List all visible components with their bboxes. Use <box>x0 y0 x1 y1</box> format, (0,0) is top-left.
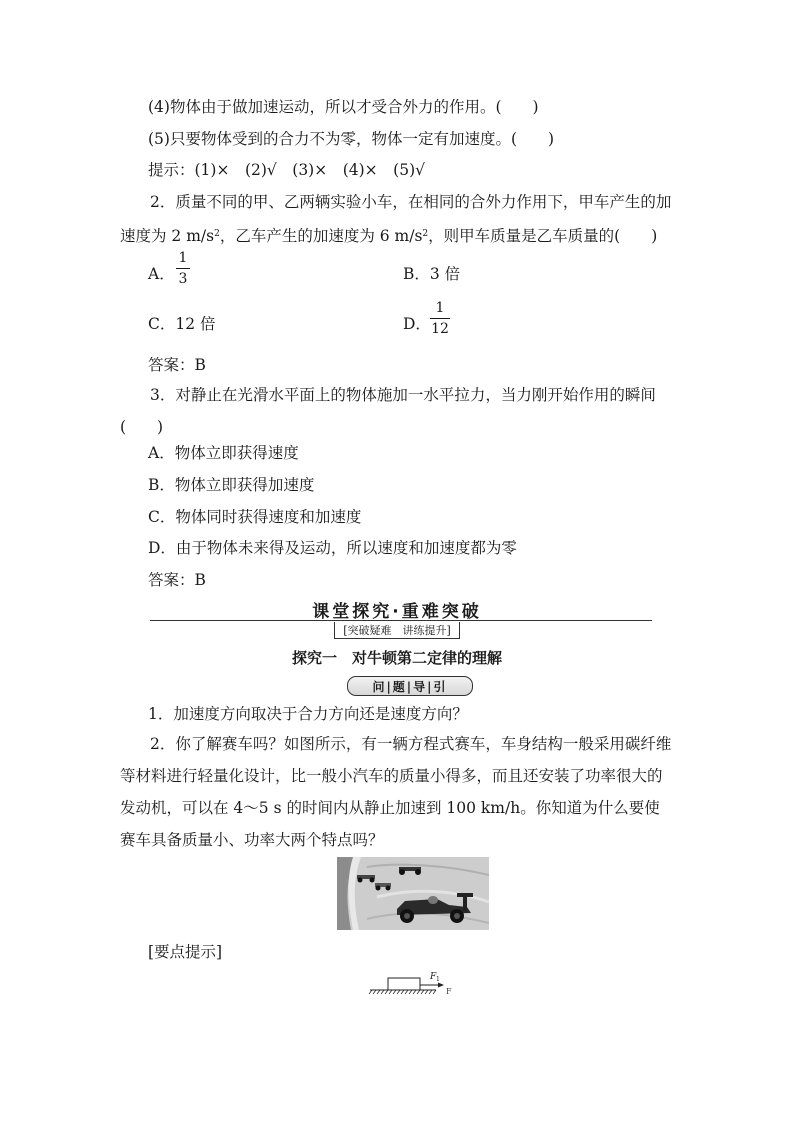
guide-question-1: 1．加速度方向取决于合力方向还是速度方向？ <box>148 705 468 723</box>
q2-option-d-fraction: 1 12 <box>431 300 449 337</box>
force-label: F <box>430 972 437 982</box>
section-title: 课堂探究·重难突破 <box>312 602 482 622</box>
q2-option-c: C．12 倍 <box>148 315 216 333</box>
question-3-text: 3．对静止在光滑水平面上的物体施加一水平拉力，当力刚开始作用的瞬间( ) <box>120 386 656 436</box>
q2-answer: 答案：B <box>148 356 206 374</box>
q2-option-a-label: A． <box>148 265 175 283</box>
statement-4: (4)物体由于做加速运动，所以才受合外力的作用。( ) <box>148 98 539 116</box>
q2-option-a-fraction: 1 3 <box>176 250 190 287</box>
statement-5: (5)只要物体受到的合力不为零，物体一定有加速度。( ) <box>148 130 555 148</box>
q2-option-b: B．3 倍 <box>403 265 461 283</box>
force-label-shadow: F <box>446 987 452 996</box>
section-subtitle: [突破疑难 讲练提升] <box>334 622 460 639</box>
section-divider <box>150 620 652 621</box>
section-subtitle-box <box>0 622 794 639</box>
racecar-illustration <box>337 857 489 930</box>
question-2-text: 2．质量不同的甲、乙两辆实验小车，在相同的合外力作用下，甲车产生的加速度为 2 $m/s^2$，乙车产生的加速度为 6 $m/s^2$，则甲车质量是乙车质量的( ) <box>120 193 672 245</box>
guide-question-2: 2．你了解赛车吗？如图所示，有一辆方程式赛车，车身结构一般采用碳纤维等材料进行轻量化设计，比一般小汽车的质量小得多，而且还安装了功率很大的发动机，可以在 4～5 s 的时间内从静止加速到 100 km/h。你知道为什么要使赛车具备质量小、功率大两个特点吗？ <box>120 735 672 849</box>
force-diagram <box>368 968 458 998</box>
key-points-label: [要点提示] <box>148 943 223 961</box>
q2-option-d-label: D． <box>403 315 431 333</box>
question-guide-badge: 问|题|导|引 <box>347 676 473 696</box>
q3-option-a: A．物体立即获得速度 <box>148 444 299 462</box>
q3-option-d: D．由于物体未来得及运动，所以速度和加速度都为零 <box>148 539 517 557</box>
q3-answer: 答案：B <box>148 571 206 589</box>
q3-option-c: C．物体同时获得速度和加速度 <box>148 508 362 526</box>
topic-title: 探究一 对牛顿第二定律的理解 <box>291 649 502 667</box>
hint-line: 提示：(1)× (2)√ (3)× (4)× (5)√ <box>148 161 425 179</box>
racecar-photo <box>337 857 489 930</box>
q3-option-b: B．物体立即获得加速度 <box>148 476 315 494</box>
block-force-diagram <box>368 968 458 998</box>
force-subscript: 1 <box>436 976 440 983</box>
